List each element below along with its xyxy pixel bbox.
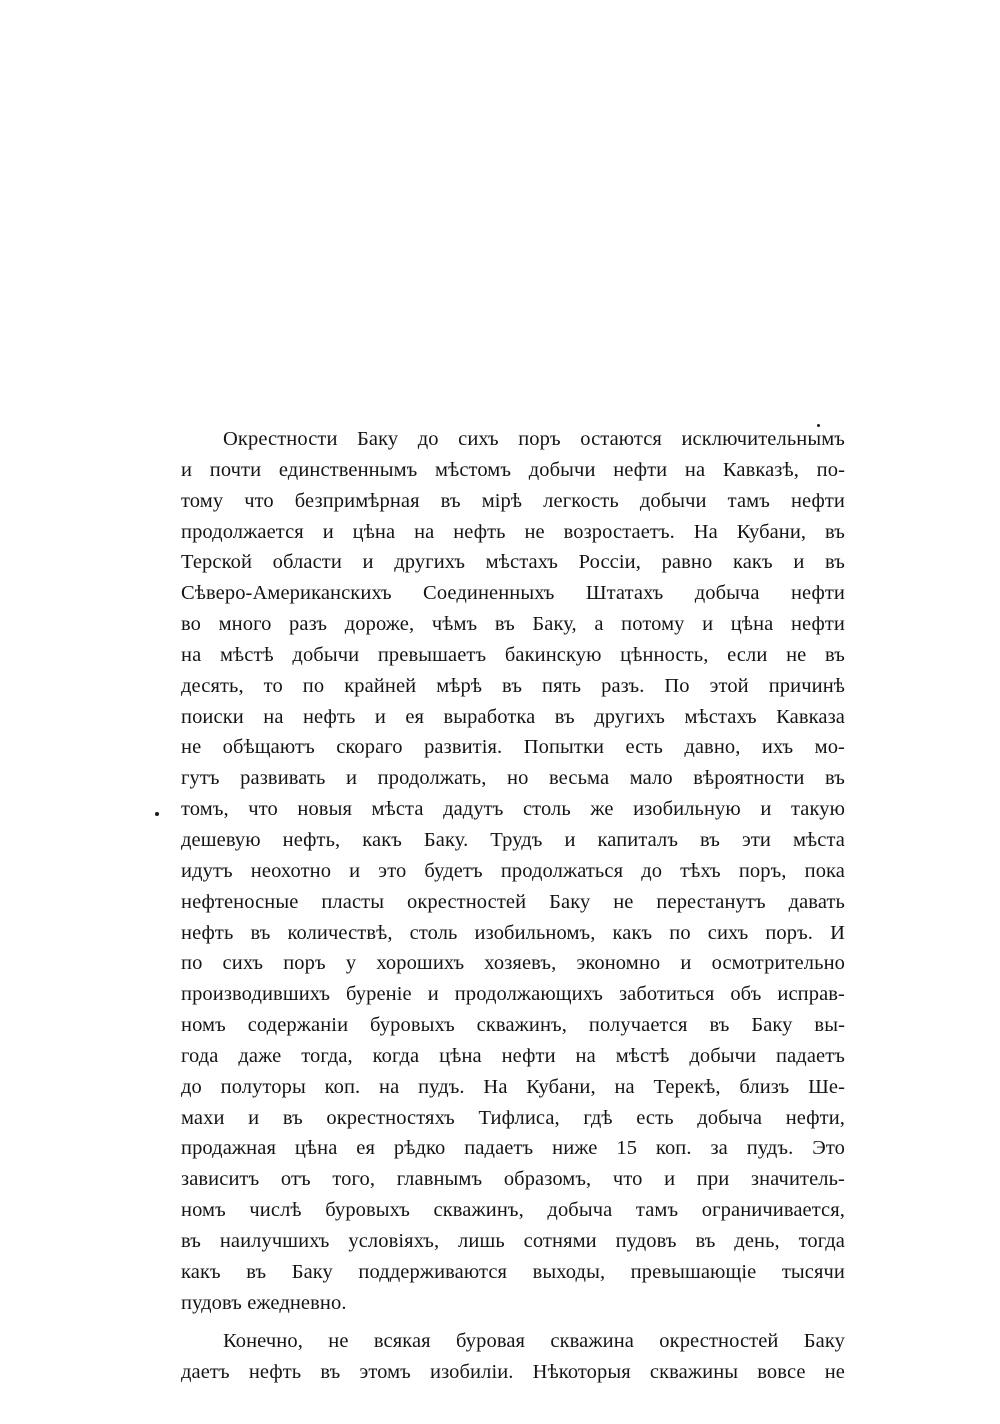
text-line: поиски на нефть и ея выработка въ другихъ мѣстахъ Кавказа [181,705,845,728]
text-line: махи и въ окрестностяхъ Тифлиса, гдѣ есть добыча нефти, [181,1106,845,1129]
paragraph-2 [181,1326,845,1388]
text-line: номъ содержаніи буровыхъ скважинъ, получается въ Баку вы- [181,1014,845,1037]
paragraph-1 [181,424,845,1318]
text-line: томъ, что новыя мѣста дадутъ столь же изобильную и такую [181,798,845,821]
stray-dot-margin [155,812,159,816]
text-line: Конечно, не всякая буровая скважина окрестностей Баку [223,1330,845,1353]
text-line: десять, то по крайней мѣрѣ въ пять разъ. По этой причинѣ [181,674,845,697]
text-line: номъ числѣ буровыхъ скважинъ, добыча тамъ ограничивается, [181,1199,845,1222]
text-line: пудовъ ежедневно. [181,1291,347,1314]
text-line: въ наилучшихъ условіяхъ, лишь сотнями пудовъ въ день, тогда [181,1229,845,1252]
text-line: дешевую нефть, какъ Баку. Трудъ и капиталъ въ эти мѣста [181,828,845,851]
text-line: и почти единственнымъ мѣстомъ добычи нефти на Кавказѣ, по- [181,458,845,481]
text-line: нефтеносные пласты окрестностей Баку не перестанутъ давать [181,890,845,913]
text-line: продажная цѣна ея рѣдко падаетъ ниже 15 коп. за пудъ. Это [181,1137,845,1160]
text-line: даетъ нефть въ этомъ изобиліи. Нѣкоторыя скважины вовсе не [181,1361,845,1384]
text-line: не обѣщаютъ скораго развитія. Попытки есть давно, ихъ мо- [181,736,845,759]
text-line: на мѣстѣ добычи превышаетъ бакинскую цѣнность, если не въ [181,643,845,666]
body-text [181,424,845,1388]
text-line: идутъ неохотно и это будетъ продолжаться до тѣхъ поръ, пока [181,859,845,882]
text-line: нефть въ количествѣ, столь изобильномъ, какъ по сихъ поръ. И [181,921,845,944]
text-line: производившихъ буреніе и продолжающихъ заботиться объ исправ- [181,983,845,1006]
text-line: во много разъ дороже, чѣмъ въ Баку, а потому и цѣна нефти [181,613,845,636]
text-line: какъ въ Баку поддерживаются выходы, превышающіе тысячи [181,1260,845,1283]
text-line: до полуторы коп. на пудъ. На Кубани, на Терекѣ, близъ Ше- [181,1075,845,1098]
text-line: Окрестности Баку до сихъ поръ остаются исключительнымъ [223,428,845,450]
text-line: Сѣверо-Американскихъ Соединенныхъ Штатахъ добыча нефти [181,582,845,605]
text-line: по сихъ поръ у хорошихъ хозяевъ, экономно и осмотрительно [181,952,845,975]
paragraph-gap [181,1318,845,1326]
text-line: гутъ развивать и продолжать, но весьма мало вѣроятности въ [181,767,845,790]
text-line: Терской области и другихъ мѣстахъ Россіи, равно какъ и въ [181,551,845,574]
text-line: тому что безпримѣрная въ мірѣ легкость добычи тамъ нефти [181,489,845,512]
text-line: продолжается и цѣна на нефть не возростаетъ. На Кубани, въ [181,520,845,543]
text-line: года даже тогда, когда цѣна нефти на мѣстѣ добычи падаетъ [181,1044,845,1067]
text-line: зависитъ отъ того, главнымъ образомъ, что и при значитель- [181,1168,845,1191]
